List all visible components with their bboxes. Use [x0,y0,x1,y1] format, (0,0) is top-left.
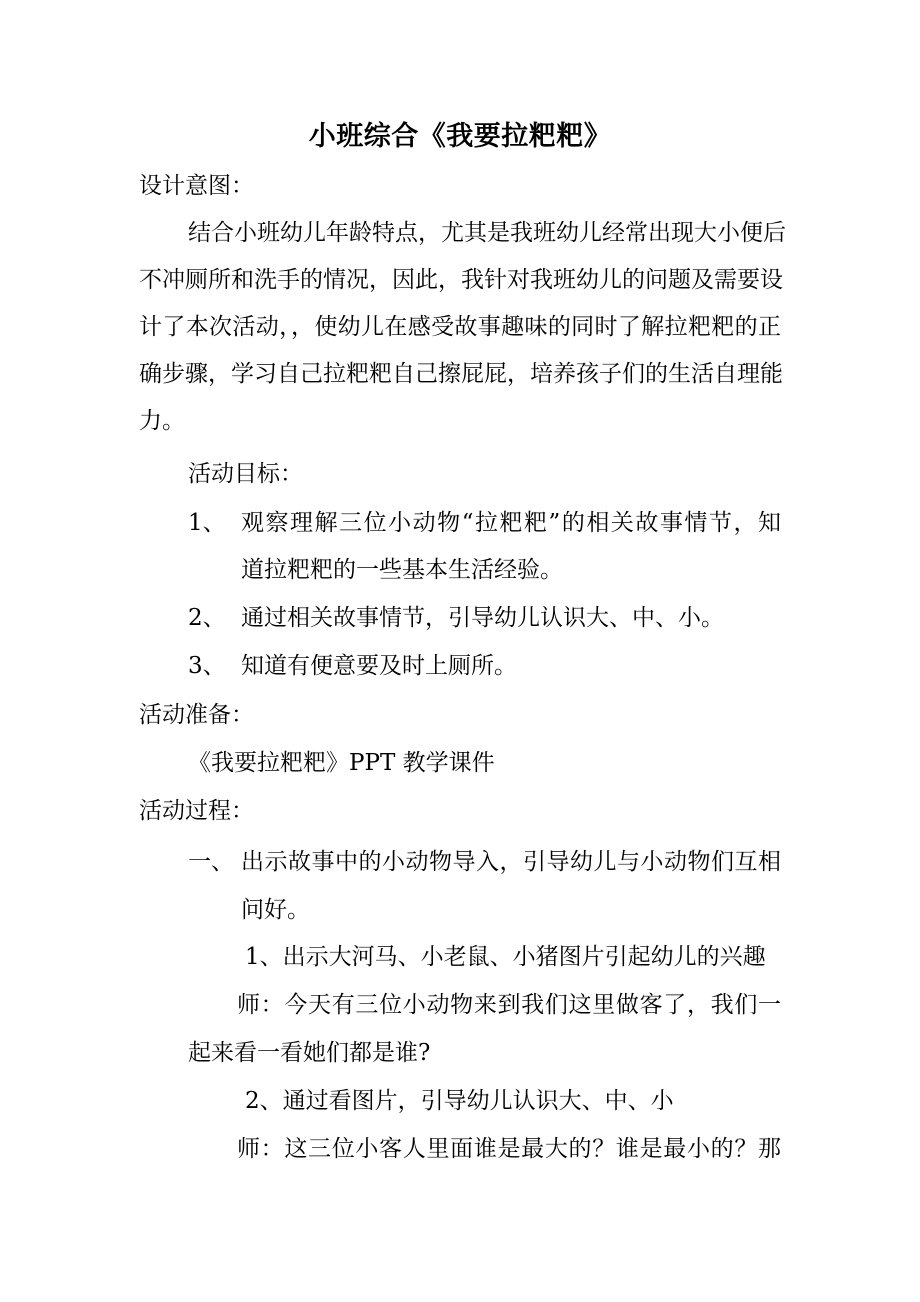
process-section-text: 问好。 [241,897,310,923]
teacher-line: 起来看一看她们都是谁? [188,1040,431,1066]
goal-number: 1、 [188,510,226,536]
design-intent-line: 结合小班幼儿年龄特点，尤其是我班幼儿经常出现大小便后 [188,220,786,246]
document-title: 小班综合《我要拉粑粑》 [308,121,612,152]
teacher-line: 师：今天有三位小动物来到我们这里做客了，我们一 [237,992,781,1018]
goals-heading: 活动目标： [188,461,303,487]
process-heading: 活动过程： [139,798,254,824]
goal-text: 观察理解三位小动物“拉粑粑”的相关故事情节，知 [241,510,781,536]
goal-number: 3、 [188,653,226,679]
teacher-line: 师：这三位小客人里面谁是最大的？谁是最小的？那 [237,1136,781,1162]
design-intent-line: 力。 [139,408,185,434]
process-section-text: 出示故事中的小动物导入，引导幼儿与小动物们互相 [241,849,781,875]
process-section-number: 一、 [188,849,234,875]
process-step: 2、通过看图片，引导幼儿认识大、中、小 [245,1088,674,1114]
preparation-heading: 活动准备： [139,702,254,728]
goal-text: 道拉粑粑的一些基本生活经验。 [241,557,563,583]
goal-number: 2、 [188,605,226,631]
design-intent-line: 不冲厕所和洗手的情况，因此，我针对我班幼儿的问题及需要设 [139,267,783,293]
preparation-text: 《我要拉粑粑》PPT 教学课件 [188,750,495,776]
design-intent-line: 计了本次活动，，使幼儿在感受故事趣味的同时了解拉粑粑的正 [139,314,781,340]
goal-text: 通过相关故事情节，引导幼儿认识大、中、小。 [241,605,724,631]
design-intent-heading: 设计意图： [139,173,254,199]
process-step: 1、出示大河马、小老鼠、小猪图片引起幼儿的兴趣 [245,944,766,970]
design-intent-line: 确步骤，学习自己拉粑粑自己擦屁屁，培养孩子们的生活自理能 [139,361,783,387]
goal-text: 知道有便意要及时上厕所。 [241,653,517,679]
